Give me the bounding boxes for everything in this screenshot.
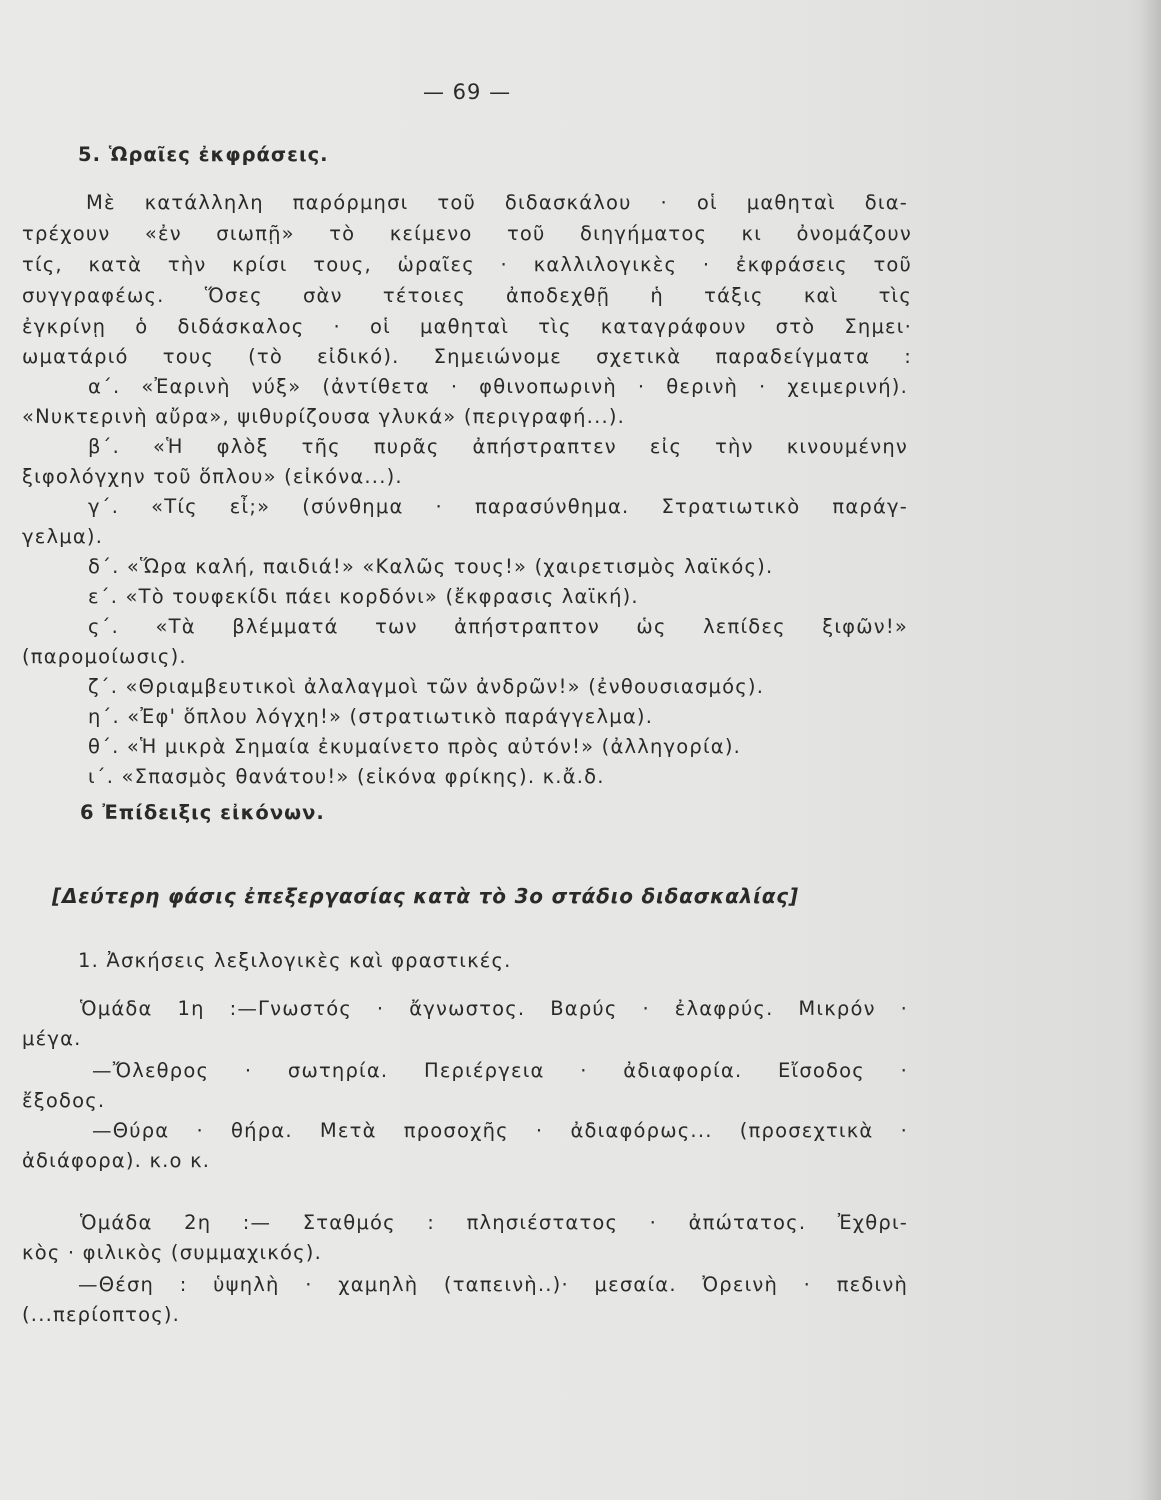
section-title: [Δεύτερη φάσις ἐπεξεργασίας κατὰ τὸ 3ο στάδιο διδασκαλίας] [52,884,799,908]
text-line: συγγραφέως. Ὅσες σὰν τέτοιες ἀποδεχθῇ ἡ τάξις καὶ τὶς [22,284,912,307]
exercise-line: —Θέση : ὑψηλὴ · χαμηλὴ (ταπεινὴ..)· μεσαία. Ὀρεινὴ · πεδινὴ [78,1273,908,1296]
text-line: θ΄. «Ἡ μικρὰ Σημαία ἐκυμαίνετο πρὸς αὐτόν!» (ἀλληγορία). [88,735,742,758]
heading-section-5: 5. Ὡραῖες ἐκφράσεις. [78,143,329,166]
text-line: ς΄. «Τὰ βλέμματά των ἀπήστραπτον ὡς λεπίδες ξιφῶν!» [88,615,908,638]
text-line: (παρομοίωσις). [22,645,187,668]
text-line: ξιφολόγχην τοῦ ὅπλου» (εἰκόνα...). [22,465,403,488]
exercise-line: ἔξοδος. [22,1089,106,1112]
text-line: ζ΄. «Θριαμβευτικοὶ ἀλαλαγμοὶ τῶν ἀνδρῶν!» (ἐνθουσιασμός). [88,675,765,698]
text-line: γ΄. «Τίς εἶ;» (σύνθημα · παρασύνθημα. Στρατιωτικὸ παράγ- [88,495,908,518]
text-line: α΄. «Ἐαρινὴ νύξ» (ἀντίθετα · φθινοπωρινὴ · θερινὴ · χειμερινή). [88,375,908,398]
text-line: ωματάριό τους (τὸ εἰδικό). Σημειώνομε σχετικὰ παραδείγματα : [22,345,912,368]
page-number: — 69 — [423,80,512,104]
text-line: δ΄. «Ὥρα καλή, παιδιά!» «Καλῶς τους!» (χαιρετισμὸς λαϊκός). [88,555,774,578]
text-line: τρέχουν «ἐν σιωπῇ» τὸ κείμενο τοῦ διηγήματος κι ὀνομάζουν [22,222,912,245]
exercise-line: Ὁμάδα 2η :— Σταθμός : πλησιέστατος · ἀπώτατος. Ἐχθρι- [80,1211,908,1234]
text-line: ι΄. «Σπασμὸς θανάτου!» (εἰκόνα φρίκης). κ.ἄ.δ. [88,765,605,788]
text-line: η΄. «Ἐφ' ὅπλου λόγχη!» (στρατιωτικὸ παράγγελμα). [88,705,654,728]
exercise-line: Ὁμάδα 1η :—Γνωστός · ἄγνωστος. Βαρύς · ἐλαφρύς. Μικρόν · [80,997,908,1020]
exercise-line: (...περίοπτος). [22,1303,181,1326]
text-line: ε΄. «Τὸ τουφεκίδι πάει κορδόνι» (ἔκφρασις λαϊκή). [88,585,639,608]
exercise-line: μέγα. [22,1027,82,1050]
text-line: «Νυκτερινὴ αὔρα», ψιθυρίζουσα γλυκά» (περιγραφή...). [22,405,626,428]
heading-exercises: 1. Ἀσκήσεις λεξιλογικὲς καὶ φραστικές. [78,949,512,972]
text-line: τίς, κατὰ τὴν κρίσι τους, ὡραῖες · καλλιλογικὲς · ἐκφράσεις τοῦ [22,253,912,276]
text-line: Μὲ κατάλληλη παρόρμησι τοῦ διδασκάλου · οἱ μαθηταὶ δια- [86,191,908,214]
heading-section-6: 6 Ἐπίδειξις εἰκόνων. [80,801,325,824]
text-line: ἐγκρίνῃ ὁ διδάσκαλος · οἱ μαθηταὶ τὶς καταγράφουν στὸ Σημει· [22,315,912,338]
exercise-line: —Ὄλεθρος · σωτηρία. Περιέργεια · ἀδιαφορία. Εἴσοδος · [92,1059,908,1082]
text-line: β΄. «Ἡ φλὸξ τῆς πυρᾶς ἀπήστραπτεν εἰς τὴν κινουμένην [88,435,908,458]
exercise-line: κὸς · φιλικὸς (συμμαχικός). [22,1241,322,1264]
text-line: γελμα). [22,525,104,548]
book-spine-shadow [1139,0,1161,1500]
exercise-line: —Θύρα · θήρα. Μετὰ προσοχῆς · ἀδιαφόρως... (προσεχτικὰ · [92,1119,908,1142]
exercise-line: ἀδιάφορα). κ.ο κ. [22,1149,211,1172]
